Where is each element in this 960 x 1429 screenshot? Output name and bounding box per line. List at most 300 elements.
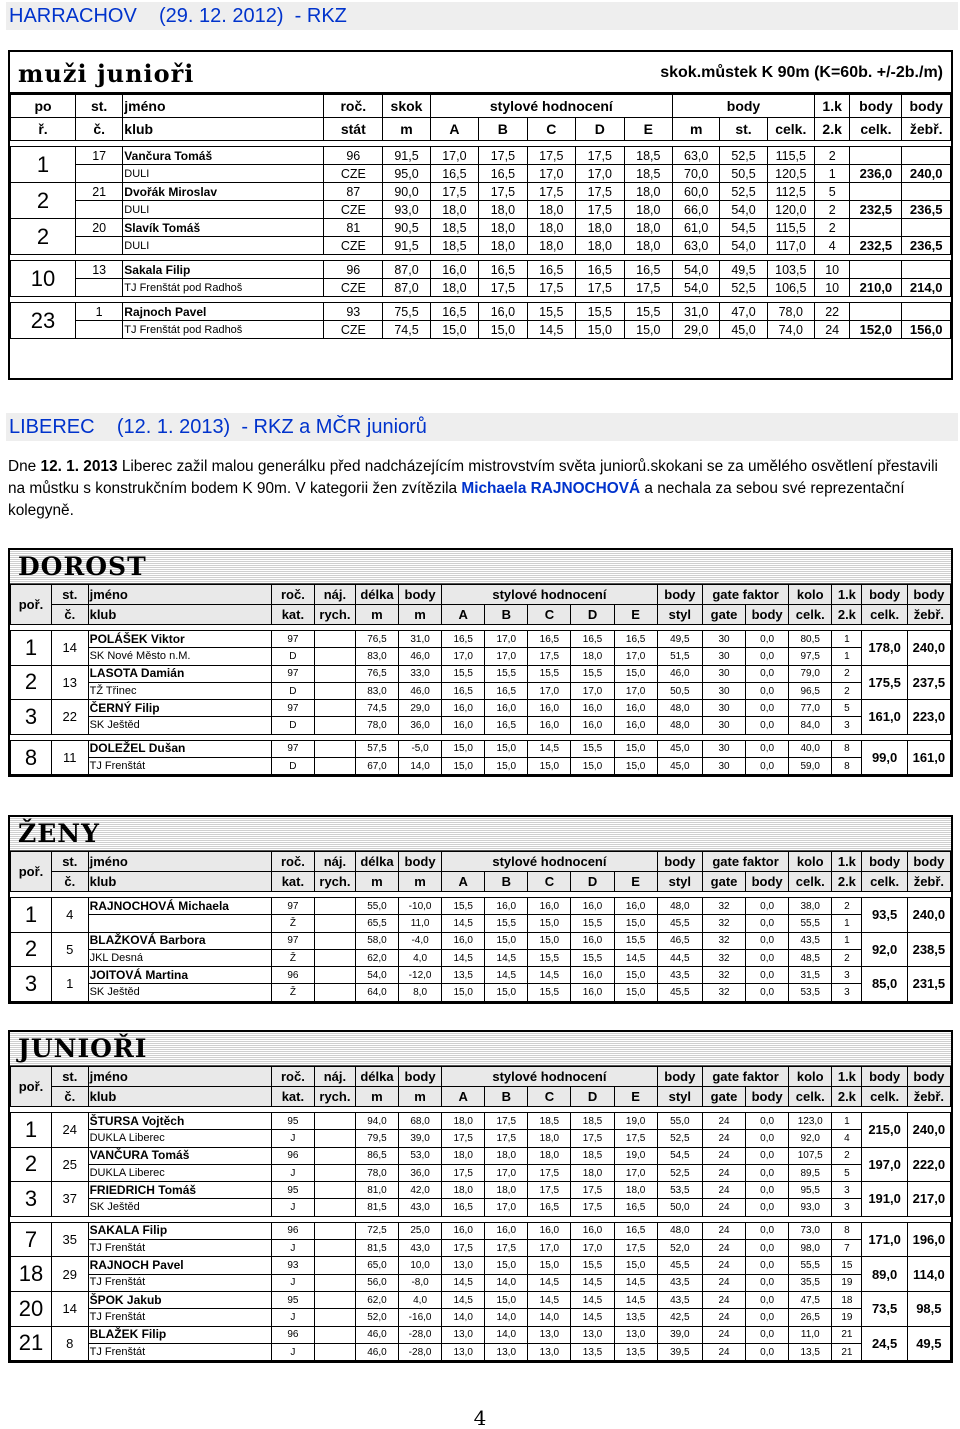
jump2-value: 13,5 [614,1309,657,1326]
jump1-value: 14,5 [614,1291,657,1308]
jump1-value: 65,0 [355,1257,398,1274]
jump2-value: 17,0 [442,648,485,665]
jump2-value: 45,5 [657,984,702,1001]
result-row [11,183,951,201]
jump2-value: 117,0 [767,237,814,255]
jump2-value: 30 [702,758,745,775]
birth-year: 95 [271,1182,314,1199]
jump1-value: 32 [702,898,745,915]
jump2-value: 30 [702,682,745,699]
jumper-name: Rajnoch Pavel [123,303,324,321]
jump2-value: 48,5 [789,949,832,966]
jump2-value: 87,0 [383,279,430,297]
jump1-value: 54,5 [657,1147,702,1164]
jump2-value: 15,0 [576,321,624,339]
ladder-points: 49,5 [907,1326,950,1361]
jump1-value: 15,0 [485,740,528,757]
jump1-value: 14,0 [485,1326,528,1343]
header-cell: roč. [271,585,314,605]
header-cell: m [399,872,442,892]
jump1-value: 112,5 [767,183,814,201]
jump2-value: 11,0 [399,915,442,932]
country: CZE [324,237,383,255]
jump1-value: 0,0 [746,631,789,648]
jump1-value [314,700,355,717]
jump2-value: 17,5 [624,279,673,297]
result-row [11,700,951,717]
jump1-value: -12,0 [399,967,442,984]
jump2-value: 17,5 [442,1240,485,1257]
jump1-value: 16,0 [442,700,485,717]
jump1-value: 16,0 [442,932,485,949]
jump1-value: 30 [702,665,745,682]
ladder-points: 214,0 [902,279,951,297]
jump1-value: 16,0 [528,700,571,717]
ladder-cell [902,303,951,321]
jump2-value: -8,0 [399,1274,442,1291]
jump1-value: 17,5 [571,1182,614,1199]
jump1-value: 87,0 [383,261,430,279]
jump1-value: 77,0 [789,700,832,717]
category: D [271,682,314,699]
jump1-value: 0,0 [746,932,789,949]
jump1-value: 15,0 [528,932,571,949]
jump1-value: 29,0 [399,700,442,717]
total-points: 93,5 [862,898,907,933]
category: J [271,1130,314,1147]
header-cell: náj. [314,1067,355,1087]
total-points: 197,0 [862,1147,907,1182]
place-cell: 1 [11,631,52,666]
result-row-2 [11,648,951,665]
header-cell: stylové hodnocení [442,852,658,872]
jump2-value: 0,0 [746,648,789,665]
jump1-value: 31,5 [789,967,832,984]
result-row [11,1326,951,1343]
header-cell: celk. [789,1087,832,1107]
jump1-value: -5,0 [399,740,442,757]
jumper-name: RAJNOCH Pavel [88,1257,271,1274]
header-cell: gate [702,1087,745,1107]
jump2-value: 96,5 [789,682,832,699]
header-cell: m [355,605,398,625]
jump1-value: 76,5 [355,665,398,682]
jump1-value: 16,0 [528,1222,571,1239]
jump1-value [314,740,355,757]
jump2-value: 3 [832,984,862,1001]
header-cell: st. [51,1067,88,1087]
header-cell: jméno [88,1067,271,1087]
jump1-value: 17,5 [527,147,575,165]
header-cell: po [11,95,76,118]
header-row-1 [11,95,951,118]
jump1-value: 15,5 [576,303,624,321]
jump2-value [314,1309,355,1326]
jump1-value: 61,0 [673,219,720,237]
result-row [11,1182,951,1199]
jump2-value: 17,0 [485,1199,528,1216]
header-cell: jméno [88,852,271,872]
jump2-value: 52,5 [657,1164,702,1181]
header-cell: E [614,872,657,892]
jump1-value: 30 [702,631,745,648]
total-points: 215,0 [862,1113,907,1148]
jump2-value: 29,0 [673,321,720,339]
header-cell: body [862,585,907,605]
start-number: 4 [51,898,88,933]
jump2-value: 78,0 [355,1164,398,1181]
category: J [271,1199,314,1216]
club-name: SK Nové Město n.M. [88,648,271,665]
jump2-value: 14,5 [614,949,657,966]
jump2-value: 92,0 [789,1130,832,1147]
ladder-points: 231,5 [907,967,950,1002]
total-points: 85,0 [862,967,907,1002]
jump1-value: 15,0 [528,1257,571,1274]
jump2-value: 17,0 [614,682,657,699]
header-cell: body [746,1087,789,1107]
result-row-2 [11,915,951,932]
jump1-value: 18 [832,1291,862,1308]
results-figure-zeny [8,815,953,1004]
header-row-2 [11,872,951,892]
jump2-value: 54,0 [720,237,767,255]
header-cell: st. [720,118,767,141]
ladder-points: 236,5 [902,237,951,255]
jumper-name: JOITOVÁ Martina [88,967,271,984]
birth-year: 87 [324,183,383,201]
header-cell: body [907,585,950,605]
jump2-value: 54,0 [720,201,767,219]
jump1-value: 40,0 [789,740,832,757]
jump2-value: 95,0 [383,165,430,183]
header-cell: E [614,605,657,625]
jump2-value: 0,0 [746,717,789,734]
jumper-name: LASOTA Damián [88,665,271,682]
jump2-value: 19 [832,1274,862,1291]
place-cell: 2 [11,932,52,967]
jump1-value: 17,5 [479,147,527,165]
empty-cell [76,165,123,183]
jump1-value: 17,5 [528,1182,571,1199]
jump1-value: 18,5 [624,147,673,165]
header-cell: 2.k [832,872,862,892]
jump2-value: 15,0 [624,321,673,339]
category-title: DOROST [18,552,147,581]
jump2-value: 79,5 [355,1130,398,1147]
jump2-value: 36,0 [399,717,442,734]
jump2-value [314,1240,355,1257]
jump2-value: 32 [702,984,745,1001]
jump1-value: 15,0 [614,967,657,984]
jump2-value: 13,0 [528,1343,571,1360]
jumper-name: DOLEŽEL Dušan [88,740,271,757]
header-cell: celk. [862,1087,907,1107]
jump1-value: 43,5 [657,967,702,984]
jump2-value: 24 [702,1274,745,1291]
ladder-cell [902,183,951,201]
jump1-value: 24 [702,1291,745,1308]
start-number: 37 [51,1182,88,1217]
jump2-value: 5 [832,1164,862,1181]
jump2-value: 78,0 [355,717,398,734]
jump2-value: 74,0 [767,321,814,339]
jump2-value: 2 [814,201,849,219]
total-points: 178,0 [862,631,907,666]
place-cell: 2 [11,1147,52,1182]
header-cell: celk. [789,872,832,892]
place-cell: 7 [11,1222,52,1257]
header-cell: E [624,118,673,141]
total-points: 191,0 [862,1182,907,1217]
result-row [11,261,951,279]
jump2-value: 65,5 [355,915,398,932]
club-name: DUKLA Liberec [88,1130,271,1147]
place-cell: 2 [11,219,76,255]
club-name: DUKLA Liberec [88,1164,271,1181]
jump1-value: 78,0 [767,303,814,321]
place-cell: 3 [11,967,52,1002]
total-points: 210,0 [850,279,902,297]
country: CZE [324,321,383,339]
birth-year: 96 [271,1147,314,1164]
birth-year: 96 [324,261,383,279]
jump1-value: 18,0 [479,219,527,237]
jump1-value: 31,0 [399,631,442,648]
result-row-2 [11,237,951,255]
jump2-value: 24 [702,1130,745,1147]
jump2-value: 0,0 [746,915,789,932]
jump2-value: 13,5 [614,1343,657,1360]
jump1-value: 16,0 [614,898,657,915]
para-text-2: Liberec zažil malou generálku před nadcházejícím mistrovstvím světa juniorů.skokani se za umělého osvětlení přestavili na můstku s konstrukčním bodem K 90m. V kategorii žen zvítězila [8,458,938,497]
start-number: 24 [51,1113,88,1148]
jump2-value: 52,0 [657,1240,702,1257]
jump1-value: 16,0 [528,898,571,915]
jump1-value: 52,5 [720,183,767,201]
header-row-1 [11,585,951,605]
header-cell: 1.k [814,95,849,118]
jump1-value: 86,5 [355,1147,398,1164]
jump2-value: 17,5 [576,279,624,297]
figure-banner [10,817,951,851]
jump1-value: 30 [702,700,745,717]
jump1-value: 13,0 [571,1326,614,1343]
header-cell: D [571,1087,614,1107]
jump1-value: 16,0 [485,898,528,915]
jump1-value: 53,0 [399,1147,442,1164]
jump1-value: 0,0 [746,1113,789,1130]
jump1-value [314,932,355,949]
club-name: TJ Frenštát [88,1274,271,1291]
jump1-value: 1 [832,932,862,949]
header-cell: roč. [271,1067,314,1087]
jump1-value: 94,0 [355,1113,398,1130]
jump2-value: 106,5 [767,279,814,297]
jump1-value: 16,5 [527,261,575,279]
jump2-value: 42,5 [657,1309,702,1326]
ladder-points: 98,5 [907,1291,950,1326]
jump2-value: 13,5 [789,1343,832,1360]
results-table [10,851,951,1002]
jump2-value: 15,0 [485,758,528,775]
jump2-value: 15,5 [485,915,528,932]
jump2-value: 13,0 [485,1343,528,1360]
ladder-points: 223,0 [907,700,950,735]
jump1-value: 43,5 [789,932,832,949]
category-title: JUNIOŘI [18,1034,148,1063]
jump1-value: 15,5 [528,665,571,682]
jump2-value: 64,0 [355,984,398,1001]
jump1-value: 48,0 [657,700,702,717]
place-cell: 23 [11,303,76,339]
result-row [11,147,951,165]
jump2-value: 0,0 [746,758,789,775]
jumper-name: BLAŽEK Filip [88,1326,271,1343]
jump1-value: 10,0 [399,1257,442,1274]
jump1-value: 18,5 [528,1113,571,1130]
jump1-value: 48,0 [657,898,702,915]
header-cell: náj. [314,585,355,605]
jump1-value: 31,0 [673,303,720,321]
header-cell: A [442,872,485,892]
header-row-2 [11,118,951,141]
jump2-value: 16,5 [442,682,485,699]
jump1-value: 2 [832,665,862,682]
header-cell: A [430,118,478,141]
birth-year: 93 [324,303,383,321]
jump1-value: 32 [702,967,745,984]
figure-banner [10,550,951,584]
jump1-value: 18,5 [571,1113,614,1130]
header-cell: délka [355,585,398,605]
category: J [271,1164,314,1181]
result-row-2 [11,201,951,219]
result-row [11,1291,951,1308]
start-number: 22 [51,700,88,735]
jump1-value: 10 [814,261,849,279]
jump2-value: 0,0 [746,1164,789,1181]
category: Ž [271,949,314,966]
jump2-value: 13,0 [442,1343,485,1360]
jump2-value: 52,0 [355,1309,398,1326]
jump2-value: 24 [702,1164,745,1181]
header-row-1 [11,852,951,872]
jump1-value: 54,5 [720,219,767,237]
jump2-value: 3 [832,717,862,734]
start-number: 21 [76,183,123,201]
header-cell: stylové hodnocení [430,95,672,118]
jump1-value: 60,0 [673,183,720,201]
jump1-value: 54,0 [355,967,398,984]
jump1-value: 1 [832,1113,862,1130]
jump1-value: 15,5 [527,303,575,321]
header-cell: rych. [314,1087,355,1107]
jumper-name: RAJNOCHOVÁ Michaela [88,898,271,915]
jump2-value [314,758,355,775]
header-cell: celk. [767,118,814,141]
header-row-2 [11,1087,951,1107]
club-name: DULI [123,201,324,219]
result-row-2 [11,1274,951,1291]
header-cell: klub [123,118,324,141]
results-table-harrachov [10,94,951,339]
jump1-value: 0,0 [746,700,789,717]
results-figure-harrachov [8,50,953,380]
jump1-value: 76,5 [355,631,398,648]
figure-banner [10,1032,951,1066]
jump1-value: 15 [832,1257,862,1274]
jump2-value: 15,5 [571,949,614,966]
start-number: 11 [51,740,88,775]
country: CZE [324,279,383,297]
header-cell: st. [76,95,123,118]
jump1-value: 80,5 [789,631,832,648]
club-name [88,915,271,932]
jump1-value: 55,5 [789,1257,832,1274]
jump2-value: 39,5 [657,1343,702,1360]
jump1-value: 24 [702,1182,745,1199]
ladder-points: 156,0 [902,321,951,339]
jump1-value: 16,0 [479,303,527,321]
jump2-value: 44,5 [657,949,702,966]
empty-cell [76,279,123,297]
header-cell: skok [383,95,430,118]
jump2-value: 17,5 [479,279,527,297]
start-number: 29 [51,1257,88,1292]
header-cell: styl [657,872,702,892]
club-name: SK Ještěd [88,717,271,734]
header-cell: ř. [11,118,76,141]
jump2-value: 17,5 [485,1130,528,1147]
header-cell: m [355,872,398,892]
jump1-value: 18,0 [442,1182,485,1199]
jump1-value: 0,0 [746,740,789,757]
hill-info: skok.můstek K 90m (K=60b. +/-2b./m) [660,64,943,81]
jump1-value: 32 [702,932,745,949]
jump2-value: 30 [702,648,745,665]
jump2-value: 17,0 [485,648,528,665]
club-name: TJ Frenštát [88,1343,271,1360]
jump2-value: 14,5 [528,1274,571,1291]
jump1-value: 49,5 [720,261,767,279]
jump2-value [314,1343,355,1360]
header-cell: poř. [11,585,52,625]
jump1-value: 13,0 [528,1326,571,1343]
total-points: 152,0 [850,321,902,339]
club-name: JKL Desná [88,949,271,966]
header-cell: body [862,1067,907,1087]
jump1-value: 45,5 [657,1257,702,1274]
jump1-value: 17,0 [430,147,478,165]
jump1-value: 18,5 [571,1147,614,1164]
club-name: TJ Frenštát pod Radhoš [123,279,324,297]
jump1-value: 16,0 [430,261,478,279]
jump1-value: 107,5 [789,1147,832,1164]
jump2-value: 14,5 [571,1309,614,1326]
jump2-value: 14,0 [485,1309,528,1326]
jump1-value: 57,5 [355,740,398,757]
result-row [11,1113,951,1130]
header-cell: m [673,118,720,141]
jump2-value: 1 [832,648,862,665]
total-points: 161,0 [862,700,907,735]
ladder-cell [902,261,951,279]
jump2-value: 52,5 [657,1130,702,1147]
jump1-value: 13,5 [442,967,485,984]
jump2-value: 24 [702,1343,745,1360]
results-table [10,584,951,775]
